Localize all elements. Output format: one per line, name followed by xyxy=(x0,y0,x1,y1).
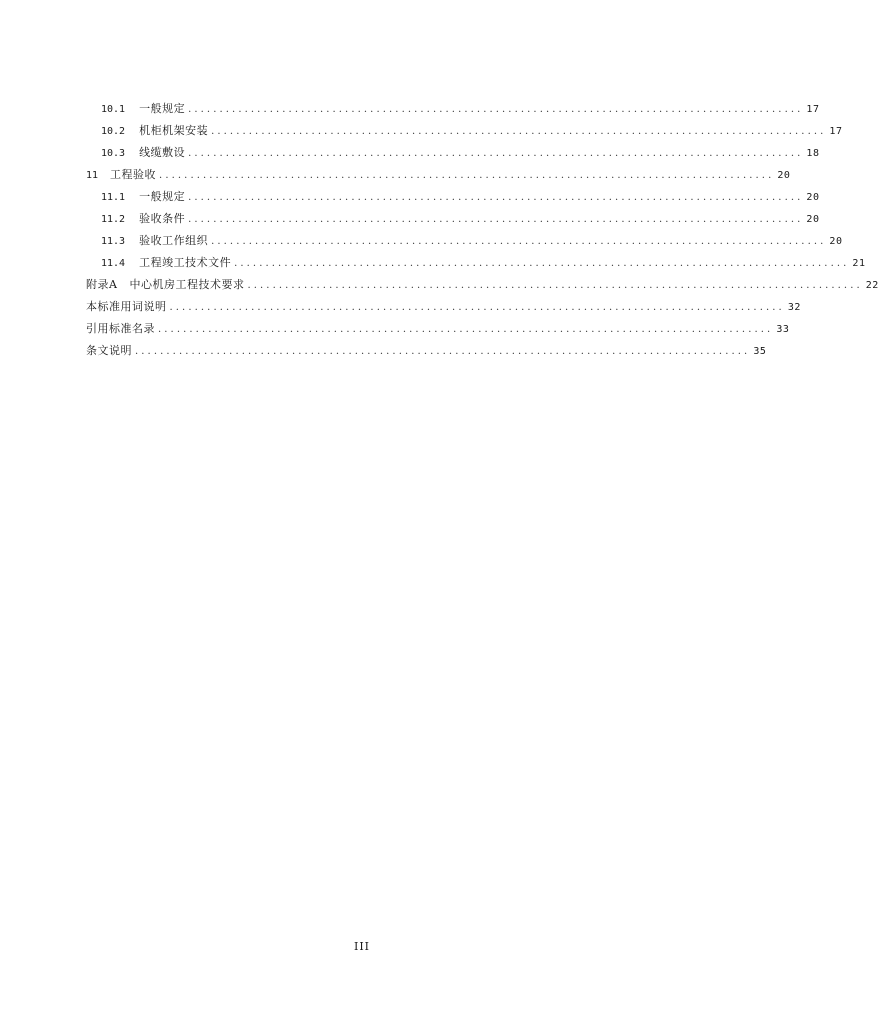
toc-entry[interactable] xyxy=(101,231,843,251)
toc-entry-page: 32 xyxy=(787,302,801,313)
toc-entry-title: 验收条件 xyxy=(139,212,186,225)
toc-leader-dots: .................................................................................................. xyxy=(211,126,827,137)
toc-entry-title: 中心机房工程技术要求 xyxy=(129,278,245,291)
toc-entry[interactable] xyxy=(86,341,767,361)
toc-leader-dots: .................................................................................................. xyxy=(188,214,804,225)
toc-entry-title: 引用标准名录 xyxy=(86,322,155,335)
toc-entry[interactable] xyxy=(86,275,879,295)
toc-leader-dots: .................................................................................................. xyxy=(247,280,863,291)
toc-leader-dots: .................................................................................................. xyxy=(159,170,775,181)
toc-entry-title: 本标准用词说明 xyxy=(86,300,167,313)
toc-entry-page: 33 xyxy=(776,324,790,335)
toc-leader-dots: .................................................................................................. xyxy=(211,236,827,247)
toc-entry[interactable] xyxy=(101,187,820,207)
toc-entry-title: 机柜机架安装 xyxy=(139,124,209,137)
toc-entry-page: 20 xyxy=(777,170,791,181)
toc-entry[interactable] xyxy=(101,121,843,141)
toc-entry[interactable] xyxy=(101,253,866,273)
toc-entry-page: 35 xyxy=(753,346,767,357)
toc-entry-page: 18 xyxy=(806,148,820,159)
toc-leader-dots: .................................................................................................. xyxy=(234,258,850,269)
toc-leader-dots: .................................................................................................. xyxy=(188,148,804,159)
toc-entry-number: 10.1 xyxy=(101,104,126,115)
toc-entry-title: 工程验收 xyxy=(110,168,157,181)
toc-entry-page: 20 xyxy=(806,192,820,203)
toc-leader-dots: .................................................................................................. xyxy=(135,346,751,357)
toc-leader-dots: .................................................................................................. xyxy=(188,104,804,115)
toc-entry[interactable] xyxy=(101,99,820,119)
toc-entry-title: 线缆敷设 xyxy=(139,146,186,159)
toc-entry-number: 10.3 xyxy=(101,148,126,159)
toc-entry[interactable] xyxy=(86,165,791,185)
toc-entry[interactable] xyxy=(101,209,820,229)
toc-entry-title: 工程竣工技术文件 xyxy=(139,256,232,269)
toc-entry-number: 11.1 xyxy=(101,192,126,203)
toc-entry[interactable] xyxy=(101,143,820,163)
toc-entry-number: 11 xyxy=(86,170,99,181)
toc-entry-number: 附录A xyxy=(86,278,118,291)
toc-entry-page: 20 xyxy=(829,236,843,247)
toc-entry-page: 20 xyxy=(806,214,820,225)
toc-leader-dots: .................................................................................................. xyxy=(169,302,785,313)
toc-entry-page: 17 xyxy=(806,104,820,115)
toc-entry-page: 22 xyxy=(865,280,879,291)
toc-entry[interactable] xyxy=(86,297,801,317)
toc-entry-page: 17 xyxy=(829,126,843,137)
toc-entry-title: 验收工作组织 xyxy=(139,234,209,247)
toc-entry-number: 11.2 xyxy=(101,214,126,225)
toc-entry-number: 11.4 xyxy=(101,258,126,269)
toc-entry-title: 一般规定 xyxy=(139,190,186,203)
toc-leader-dots: .................................................................................................. xyxy=(158,324,774,335)
toc-entry-number: 11.3 xyxy=(101,236,126,247)
toc-entry[interactable] xyxy=(86,319,790,339)
toc-entry-title: 条文说明 xyxy=(86,344,132,357)
toc-leader-dots: .................................................................................................. xyxy=(188,192,804,203)
toc-entry-title: 一般规定 xyxy=(139,102,186,115)
toc-entry-page: 21 xyxy=(852,258,866,269)
page-number: III xyxy=(353,940,371,953)
toc-entry-number: 10.2 xyxy=(101,126,126,137)
